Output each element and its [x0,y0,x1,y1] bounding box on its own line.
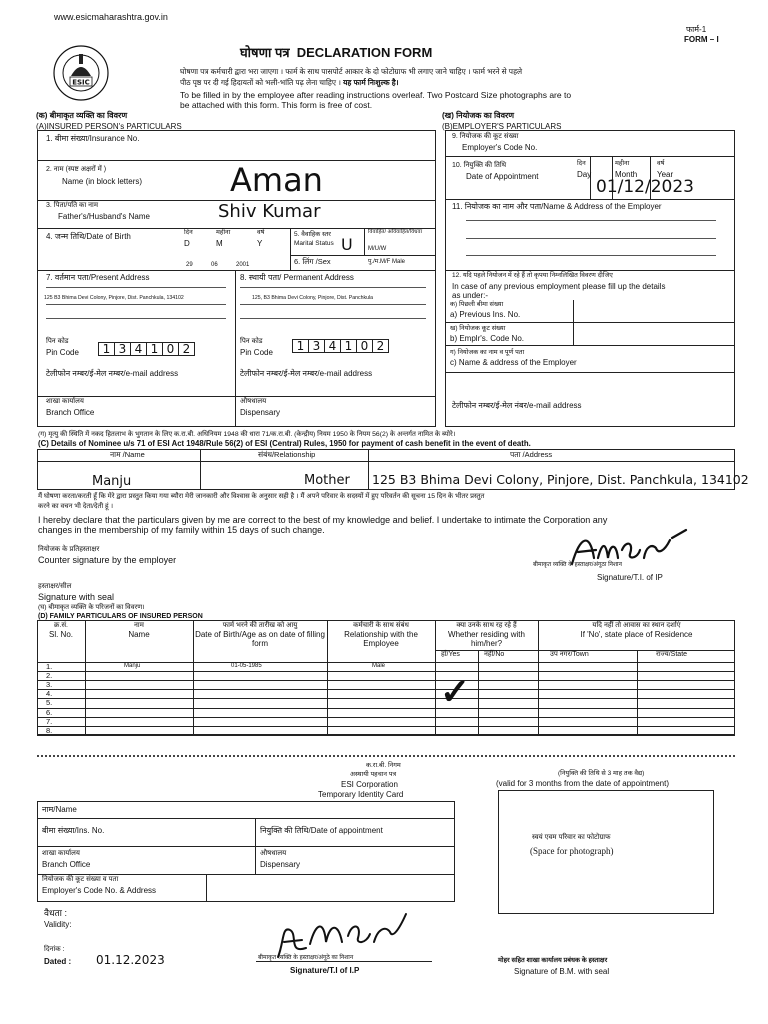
state-label: राज्य/State [656,651,688,658]
employer-address-label: 11. नियोजक का नाम और पता/Name & Address of the Employer [452,202,662,211]
appt-year: Year [657,170,674,179]
pin-digit: 1 [99,343,115,355]
family-row-sl[interactable]: 1. [46,662,53,671]
family-title-hindi: (घ) बीमाकृत व्यक्ति के परिजनों का विवरण। [38,604,145,611]
appt-month: Month [615,170,638,179]
pin-label-hindi-2: पिन कोड [240,338,263,345]
father-label-hindi: 3. पिता/पति का नाम [46,202,99,209]
family-row-sl[interactable]: 4. [46,689,53,699]
dated-hindi: दिनांक : [44,946,65,953]
table-row-divider [37,735,735,736]
father-label: Father's/Husband's Name [58,212,150,221]
nominee-relation-header: संबंध/Relationship [258,450,316,459]
sex-label: 6. लिंग /Sex [294,257,331,266]
phone-label-1: टेलीफोन नम्बर/ई-मेल नम्बर/e-mail address [46,369,179,378]
dispensary-label-hindi: औषधालय [240,398,267,405]
tic-branch-hindi: शाखा कार्यालय [42,850,80,857]
dob-y: Y [257,239,263,248]
family-title: (D) FAMILY PARTICULARS OF INSURED PERSON [38,613,203,620]
intro-en-line-2: be attached with this form. This form is free of cost. [180,100,373,110]
employer-code-label: Employer's Code No. [462,143,538,152]
nominee-relation-value[interactable]: Mother [304,473,350,488]
form-number: FORM – I [684,35,719,44]
declaration-en-2: changes in the membership of my family within 15 days of such change. [38,525,325,535]
family-row-sl[interactable]: 7. [46,716,53,726]
declaration-hindi-1: मैं घोषणा करता/करती हूँ कि मेरे द्वारा प्रस्तुत किया गया ब्यौरा मेरी जानकारी और विश्वास के अनुसार सही है । मैं अपने परिवार के सदस्यों में हुए परिवर्तन की सूचना 15 दिन के भीतर प्रस्तुत [38,493,485,500]
name-value[interactable]: Aman [230,161,323,199]
dated-label: Dated : [44,957,72,966]
esic-logo [52,44,110,102]
photo-hindi: स्वयं एवम परिवार का फोटोग्राफ [532,834,611,841]
pin-digit: 2 [182,342,191,356]
family-header-sl: क्र.सं. Sl. No. [48,622,73,640]
tic-ip-signature [268,902,418,962]
employer-code-label-hindi: 9. नियोजक की कूट संख्या [452,133,519,140]
tic-org-hindi: क.रा.बी. निगम [366,762,401,769]
previous-employment-hindi: 12. यदि पहले नियोजन में रहे हैं तो कृपया निम्नलिखित विवरण दीजिए [452,272,613,279]
form-title: घोषणा पत्र DECLARATION FORM [240,45,433,60]
seal-hindi: हस्ताक्षर/सील [38,583,72,590]
pin-label-hindi-1: पिन कोड [46,338,69,345]
pin-label-1: Pin Code [46,348,79,357]
counter-sign-hindi: नियोजक के प्रतिहस्ताक्षर [38,546,100,553]
tic-appt-label: नियुक्ति की तिथि/Date of appointment [260,826,383,835]
tic-emp-code: Employer's Code No. & Address [42,886,157,895]
family-row-sl[interactable]: 3. [46,680,53,690]
dob-day-value[interactable]: 29 [186,262,193,268]
dob-year-value[interactable]: 2001 [236,262,250,268]
section-b-title-hindi: (ख) नियोजक का विवरण [442,111,515,120]
table-row-divider [37,726,735,727]
tic-dispensary-hindi: औषधालय [260,850,287,857]
nominee-title: (C) Details of Nominee u/s 71 of ESI Act 1948/Rule 56(2) of ESI (Central) Rules, 1950 for payment of cash benefit in the event of death. [38,439,531,448]
table-row-divider [37,717,735,718]
permanent-pin-code[interactable] [292,339,389,353]
tic-card-hindi: अस्थायी पहचान पत्र [350,771,397,778]
tic-name-label: नाम/Name [42,805,77,814]
tic-org: ESI Corporation [341,780,398,789]
permanent-address-value[interactable]: 125, B3 Bhima Devi Colony, Pinjore, Dist. Panchkula [252,295,374,301]
bm-sign-label: Signature of B.M. with seal [514,967,610,976]
table-row-divider [37,671,735,672]
marital-value[interactable]: U [341,235,353,254]
prev-name-label: c) Name & address of the Employer [450,358,577,367]
dob-month-hindi: महीना [216,229,231,236]
father-value[interactable]: Shiv Kumar [218,201,321,222]
branch-label-hindi: शाखा कार्यालय [46,398,84,405]
dob-label: 4. जन्म तिथि/Date of Birth [46,232,131,241]
prev-ins-hindi: क) पिछली बीमा संख्या [450,301,504,308]
marital-options-hindi: विवाहित/ अविवाहित/विधवा [368,229,423,235]
nominee-address-value[interactable]: 125 B3 Bhima Devi Colony, Pinjore, Dist. Panchkula, 134102 [372,472,749,487]
validity-hindi: वैधता : [44,908,68,918]
dob-month-value[interactable]: 06 [211,262,218,268]
dob-day-hindi: दिन [184,229,193,236]
ip-signature [560,528,700,570]
family-row-sl[interactable]: 5. [46,698,53,708]
prev-code-hindi: ख) नियोजक कूट संख्या [450,325,506,332]
dispensary-label: Dispensary [240,408,281,417]
pin-digit: 3 [309,340,325,352]
section-a-title: (A)INSURED PERSON's PARTICULARS [36,122,182,131]
family-header-residence: यदि नहीं तो आवास का स्थान दर्शाएं If 'No', state place of Residence [580,622,693,640]
section-b-title: (B)EMPLOYER'S PARTICULARS [442,122,562,131]
pin-digit: 2 [376,339,385,353]
yes-label: हाँ/Yes [441,651,460,658]
counter-sign-label: Counter signature by the employer [38,555,177,565]
family-row-name[interactable]: Manju [124,663,141,669]
family-row-relation[interactable]: Male [372,663,386,669]
no-label: नहीं/No [484,651,505,658]
pin-digit: 0 [163,343,179,355]
nominee-name-header: नाम /Name [110,450,145,459]
appt-day-hindi: दिन [577,160,586,167]
appt-day: Day [577,170,592,179]
pin-digit: 1 [147,343,163,355]
family-row-sl[interactable]: 2. [46,671,53,681]
employer-email-label: टेलीफोन नम्बर/ई-मेल नंबर/e-mail address [452,401,582,410]
marital-label: Marital Status [294,240,334,247]
seal-label: Signature with seal [38,592,115,602]
present-address-label: 7. वर्तमान पता/Present Address [46,273,150,282]
town-label: उप नगर/Town [550,651,589,658]
section-a-title-hindi: (क) बीमाकृत व्यक्ति का विवरण [36,111,128,120]
appointment-label-hindi: 10. नियुक्ति की तिथि [452,162,507,169]
pin-label-2: Pin Code [240,348,273,357]
pin-digit: 4 [131,343,147,355]
dob-m: M [216,239,223,248]
tic-card: Temporary Identity Card [318,790,404,799]
appointment-date-value[interactable]: 01/12/2023 [596,177,694,197]
present-address-value[interactable]: 125 B3 Bhima Devi Colony, Pinjore, Dist. Panchkula, 134102 [44,295,184,301]
pin-digit: 1 [293,340,309,352]
family-row-dob[interactable]: 01-05-1985 [231,663,262,669]
prev-ins-label: a) Previous Ins. No. [450,310,521,319]
validity-label: Validity: [44,920,72,929]
tic-valid: (valid for 3 months from the date of appointment) [496,779,669,788]
cut-line [37,755,735,757]
pin-digit: 1 [341,340,357,352]
phone-label-2: टेलीफोन नम्बर/ई-मेल नम्बर/e-mail address [240,369,373,378]
pin-digit: 0 [357,340,373,352]
branch-label: Branch Office [46,408,95,417]
family-row-sl[interactable]: 8. [46,725,53,735]
declaration-hindi-2: करने का वचन भी देता/देती हूं । [38,503,114,510]
tic-valid-hindi: (नियुक्ति की तिथि से 3 माह तक वैद्य) [558,770,645,777]
photo-label: (Space for photograph) [530,846,614,856]
marital-options: M/U/W [368,246,387,252]
marital-label-hindi: 5. वैवाहिक स्तर [294,231,331,238]
sex-options: पु./म.M/F Male [368,259,405,265]
insurance-no-label: 1. बीमा संख्या/Insurance No. [46,134,140,143]
form-number-hindi: फार्म-1 [686,25,707,34]
declaration-en-1: I hereby declare that the particulars given by me are correct to the best of my knowledge and belief. I undertake to intimate the Corporation any [38,515,608,525]
table-row-divider [37,689,735,690]
tic-ip-sign-label: Signature/T.I of I.P [290,966,360,975]
permanent-address-label: 8. स्थायी पता/ Permanent Address [240,273,354,282]
nominee-name-value[interactable]: Manju [92,474,132,489]
ip-sign-hindi: बीमाकृत व्यक्ति के हस्ताक्षर/अंगूठा निशान [533,562,622,568]
family-header-relation: कर्मचारी के साथ संबंध Relationship with the Employee [344,622,418,649]
name-label-hindi: 2. नाम (स्पष्ट अक्षरों में ) [46,166,107,173]
present-pin-code[interactable] [98,342,195,356]
appt-month-hindi: महीना [615,160,630,167]
intro-hindi-line-1: घोषणा पत्र कर्मचारी द्वारा भरा जाएगा । फार्म के साथ पासपोर्ट आकार के दो फोटोग्राफ भी लगाए जाने चाहिए । फार्म भरने से पहले [180,67,523,76]
tic-dispensary: Dispensary [260,860,301,869]
pin-digit: 4 [325,340,341,352]
appointment-label: Date of Appointment [466,172,539,181]
prev-code-label: b) Emplr's. Code No. [450,334,524,343]
intro-hindi-line-2: पीठ पृष्ठ पर दी गई हिदायतों को भली-भांति पढ़ लेना चाहिए । यह फार्म निःशुल्क है। [180,78,399,87]
svg-text:ESIC: ESIC [72,78,90,87]
intro-en-line-1: To be filled in by the employee after reading instructions overleaf. Two Postcard Size photographs are to [180,90,572,100]
nominee-address-header: पता /Address [510,450,553,459]
previous-employment-label-1: In case of any previous employment please fill up the details [452,282,666,291]
dated-value[interactable]: 01.12.2023 [96,953,165,967]
tic-branch: Branch Office [42,860,91,869]
dob-year-hindi: वर्ष [257,229,265,236]
table-row-divider [37,680,735,681]
residing-yes-tick[interactable]: ✓ [440,671,471,712]
ip-sign-label: Signature/T.I. of IP [597,573,663,582]
bm-sign-hindi: मोहर सहित शाखा कार्यालय प्रबंधक के हस्ताक्षर [498,957,608,964]
tic-ip-sign-hindi: बीमाकृत व्यक्ति के हस्ताक्षर/अंगूठे का निशान [258,955,354,961]
dob-d: D [184,239,190,248]
tic-emp-code-hindi: नियोजक की कूट संख्या व पता [42,876,119,883]
table-row-divider [37,698,735,699]
name-label: Name (in block letters) [62,177,143,186]
prev-name-hindi: ग) नियोजक का नाम व पूर्ण पता [450,349,525,356]
table-row-divider [37,708,735,709]
appt-year-hindi: वर्ष [657,160,665,167]
previous-employment-label-2: as under:- [452,291,489,300]
family-row-sl[interactable]: 6. [46,707,53,717]
family-header-name: नाम Name [128,622,150,640]
website-url: www.esicmaharashtra.gov.in [54,12,168,22]
family-header-dob: फार्म भरने की तारीख को आयु Date of Birth/Age as on date of filling form [195,622,325,649]
nominee-note-hindi: (ग) मृत्यु की स्थिति में नकद हितलाभ के भुगतान के लिए क.रा.बी. अधिनियम 1948 की धारा 71/क.रा.बी. (केन्द्रीय) नियम 1950 के नियम 56(2) के अन्तर्गत नामित के ब्योरे। [38,431,456,438]
pin-digit: 3 [115,343,131,355]
family-header-residing: क्या उनके साथ रह रहे हैं Whether residing with him/her? [448,622,525,649]
tic-ins-label: बीमा संख्या/Ins. No. [42,826,105,835]
